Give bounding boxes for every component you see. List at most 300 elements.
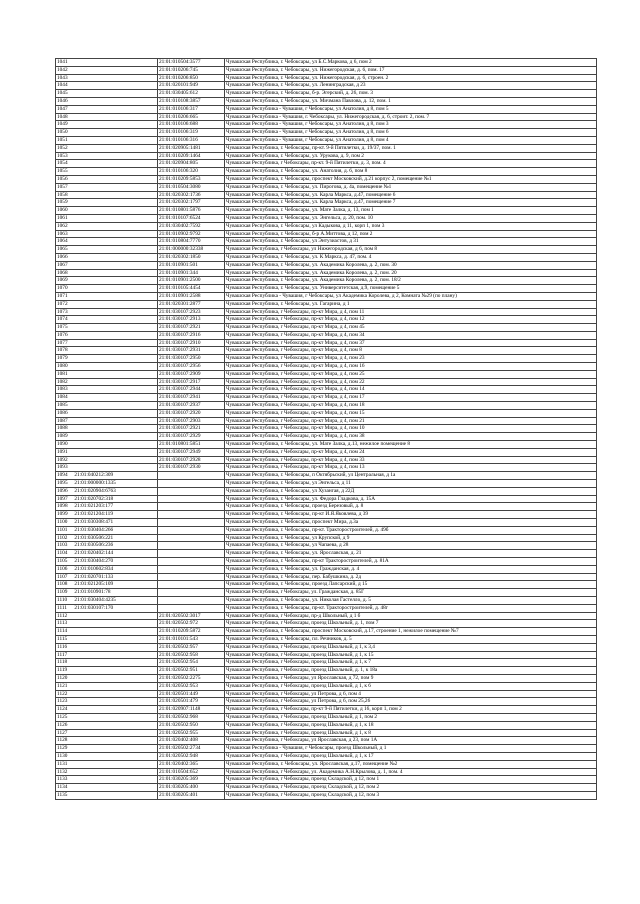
row-number: 1062 bbox=[57, 222, 68, 229]
land-cadastral-number: 21:01:020701:133 bbox=[74, 573, 114, 580]
row-number-cell bbox=[56, 253, 158, 261]
row-number: 1087 bbox=[57, 417, 68, 424]
table-row bbox=[56, 308, 597, 316]
row-number: 1077 bbox=[57, 339, 68, 346]
cadastral-number-cell: 21:01:020402:365 bbox=[158, 760, 225, 768]
address-cell: Чувашская Республика - Чувашия, г. Чебоксары, ул. Нижегородская, д. 6, строит. 2, пом. 7 bbox=[225, 113, 597, 121]
table-row bbox=[56, 558, 597, 566]
address-cell: Чувашская Республика - Чувашия, г Чебоксары, проезд Школьный, д 1 bbox=[225, 745, 597, 753]
row-number-cell bbox=[56, 659, 158, 667]
row-number: 1083 bbox=[57, 386, 68, 393]
row-number-cell bbox=[56, 620, 158, 628]
row-number: 1045 bbox=[57, 90, 68, 97]
row-number-cell bbox=[56, 175, 158, 183]
row-number: 1104 bbox=[57, 550, 68, 557]
address-cell: Чувашская Республика, г Чебоксары, ул. Гражданская, д. 85Г bbox=[225, 589, 597, 597]
address-cell: Чувашская Республика, г. Чебоксары, б-р. Эгерский, д. 26, пом. 3 bbox=[225, 90, 597, 98]
table-row bbox=[56, 441, 597, 449]
address-cell: Чувашская Республика, г Чебоксары, пр-кт Мира, д 4, пом 12 bbox=[225, 316, 597, 324]
land-cadastral-number: 21:01:030308:471 bbox=[74, 519, 114, 526]
table-row bbox=[56, 589, 597, 597]
cadastral-number-cell: 21:01:030107:2909 bbox=[158, 370, 225, 378]
address-cell: Чувашская Республика, г Чебоксары, пр-кт Мира, д 4, пом 15 bbox=[225, 409, 597, 417]
cadastral-number-cell: 21:01:000000:32338 bbox=[158, 246, 225, 254]
table-row bbox=[56, 238, 597, 246]
address-cell: Чувашская Республика, г. Чебоксары, проспект Московский, д.17, строение 1, нежилое помещение №7 bbox=[225, 628, 597, 636]
row-number: 1043 bbox=[57, 74, 68, 81]
table-row bbox=[56, 160, 597, 168]
row-number: 1130 bbox=[57, 752, 68, 759]
cadastral-number-cell: 21:01:020501:479 bbox=[158, 698, 225, 706]
address-cell: Чувашская Республика, г Чебоксары, пр-кт Мира, д 4, пом 14 bbox=[225, 386, 597, 394]
cadastral-number-cell bbox=[158, 596, 225, 604]
row-number: 1094 bbox=[57, 472, 68, 479]
table-row bbox=[56, 394, 597, 402]
cadastral-number-cell: 21:01:010107:6524 bbox=[158, 214, 225, 222]
address-cell: Чувашская Республика, г. Чебоксары, ул. Академика Королева, д. 2, пом. 18/2 bbox=[225, 277, 597, 285]
row-number: 1063 bbox=[57, 230, 68, 237]
table-row bbox=[56, 292, 597, 300]
cadastral-number-cell bbox=[158, 581, 225, 589]
table-row bbox=[56, 214, 597, 222]
address-cell: Чувашская Республика, г Чебоксары, пр-кт Мира, д 4, пом 33 bbox=[225, 456, 597, 464]
table-row bbox=[56, 776, 597, 784]
row-number-cell bbox=[56, 222, 158, 230]
row-number-cell bbox=[56, 698, 158, 706]
table-row bbox=[56, 503, 597, 511]
row-number: 1068 bbox=[57, 269, 68, 276]
address-cell: Чувашская Республика, г Чебоксары, ул Петрова, д 6, пом 25,26 bbox=[225, 698, 597, 706]
cadastral-number-cell: 21:01:010504:652 bbox=[158, 768, 225, 776]
cadastral-number-cell: 21:01:020907:1148 bbox=[158, 706, 225, 714]
address-cell: Чувашская Республика, г Чебоксары, пр-кт Мира, д 4, пом 17 bbox=[225, 394, 597, 402]
land-cadastral-number: 21:01:021203:177 bbox=[74, 503, 114, 510]
row-number-cell bbox=[56, 706, 158, 714]
address-cell: Чувашская Республика, г Чебоксары, проезд Школьный, д 1, к 18 bbox=[225, 721, 597, 729]
row-number: 1065 bbox=[57, 246, 68, 253]
address-cell: Чувашская Республика, г. Чебоксары, проспект Мира, д.3а bbox=[225, 519, 597, 527]
address-cell: Чувашская Республика, г. Чебоксары, ул. Нижегородская, д. 6, строен. 2 bbox=[225, 74, 597, 82]
address-cell: Чувашская Республика - Чувашия, г Чебоксары, ул Анатолия, д 8, пом 6 bbox=[225, 129, 597, 137]
table-row bbox=[56, 82, 597, 90]
table-row bbox=[56, 97, 597, 105]
row-number: 1110 bbox=[57, 596, 68, 603]
row-number: 1078 bbox=[57, 347, 68, 354]
row-number-cell bbox=[56, 456, 158, 464]
table-row bbox=[56, 409, 597, 417]
cadastral-number-cell: 21:01:010108:3857 bbox=[158, 97, 225, 105]
address-cell: Чувашская Республика, г Чебоксары, проезд Складской, д 12, пом 2 bbox=[225, 784, 597, 792]
cadastral-number-cell: 21:01:020502:958 bbox=[158, 651, 225, 659]
row-number: 1100 bbox=[57, 519, 68, 526]
address-cell: Чувашская Республика, г. Чебоксары, ул. Карла Маркса, д.47, помещение 6 bbox=[225, 191, 597, 199]
address-cell: Чувашская Республика, г Чебоксары, пр-кт Мира, д 4, пом 23 bbox=[225, 355, 597, 363]
cadastral-number-cell: 21:01:010804:7770 bbox=[158, 238, 225, 246]
address-cell: Чувашская Республика, г Чебоксары, пр-кт Мира, д 4, пом 25 bbox=[225, 370, 597, 378]
row-number: 1049 bbox=[57, 121, 68, 128]
cadastral-number-cell: 21:01:020502:3017 bbox=[158, 612, 225, 620]
table-row bbox=[56, 604, 597, 612]
row-number-cell bbox=[56, 324, 158, 332]
row-number-cell bbox=[56, 417, 158, 425]
land-cadastral-number: 21:01:040212:309 bbox=[74, 472, 114, 479]
row-number-cell bbox=[56, 682, 158, 690]
cadastral-number-cell: 21:01:030107:2910 bbox=[158, 339, 225, 347]
row-number-cell bbox=[56, 464, 158, 472]
row-number: 1070 bbox=[57, 285, 68, 292]
row-number: 1127 bbox=[57, 729, 68, 736]
cadastral-number-cell: 21:01:010106:688 bbox=[158, 121, 225, 129]
row-number-cell bbox=[56, 534, 158, 542]
cadastral-number-cell bbox=[158, 573, 225, 581]
cadastral-number-cell: 21:01:030107:2929 bbox=[158, 433, 225, 441]
cadastral-number-cell: 21:01:010209:1464 bbox=[158, 152, 225, 160]
table-row bbox=[56, 199, 597, 207]
table-row bbox=[56, 464, 597, 472]
table-row bbox=[56, 768, 597, 776]
table-row bbox=[56, 59, 597, 67]
row-number: 1132 bbox=[57, 768, 68, 775]
row-number: 1103 bbox=[57, 542, 68, 549]
row-number-cell bbox=[56, 511, 158, 519]
row-number: 1074 bbox=[57, 316, 68, 323]
table-row bbox=[56, 66, 597, 74]
row-number-cell bbox=[56, 791, 158, 799]
address-cell: Чувашская Республика, г. Чебоксары, ул. Карла Маркса, д.47, помещение 7 bbox=[225, 199, 597, 207]
land-cadastral-number: 21:01:030107:170 bbox=[74, 604, 114, 611]
address-cell: Чувашская Республика, г Чебоксары, пр-кт. 9-й Пятилетки, д. 3, пом. 4 bbox=[225, 160, 597, 168]
row-number: 1099 bbox=[57, 511, 68, 518]
row-number-cell bbox=[56, 558, 158, 566]
cadastral-number-cell: 21:01:030107:2928 bbox=[158, 456, 225, 464]
address-cell: Чувашская Республика - Чувашия, г Чебоксары, ул Анатолия, д 8, пом 4 bbox=[225, 136, 597, 144]
row-number: 1085 bbox=[57, 402, 68, 409]
address-cell: Чувашская Республика, г. Чебоксары, ул. Ленинградская, д 23 bbox=[225, 82, 597, 90]
row-number-cell bbox=[56, 144, 158, 152]
document-page bbox=[55, 58, 596, 800]
table-row bbox=[56, 456, 597, 464]
cadastral-number-cell: 21:01:020302:1797 bbox=[158, 199, 225, 207]
cadastral-number-cell: 21:01:030107:2931 bbox=[158, 347, 225, 355]
table-row bbox=[56, 721, 597, 729]
table-row bbox=[56, 612, 597, 620]
row-number-cell bbox=[56, 589, 158, 597]
row-number-cell bbox=[56, 347, 158, 355]
cadastral-number-cell: 21:01:010101:543 bbox=[158, 635, 225, 643]
table-row bbox=[56, 620, 597, 628]
table-row bbox=[56, 277, 597, 285]
address-cell: Чувашская Республика, г Чебоксары, пр-кт Мира, д 4, пом 24 bbox=[225, 448, 597, 456]
cadastral-number-cell: 21:01:010206:745 bbox=[158, 66, 225, 74]
land-cadastral-number: 21:01:020904:6763 bbox=[74, 487, 116, 494]
row-number-cell bbox=[56, 596, 158, 604]
table-row bbox=[56, 269, 597, 277]
row-number: 1128 bbox=[57, 737, 68, 744]
land-cadastral-number: 21:01:030404:4235 bbox=[74, 596, 116, 603]
row-number: 1088 bbox=[57, 425, 68, 432]
row-number: 1060 bbox=[57, 207, 68, 214]
row-number-cell bbox=[56, 425, 158, 433]
row-number: 1055 bbox=[57, 168, 68, 175]
row-number: 1067 bbox=[57, 261, 68, 268]
row-number: 1124 bbox=[57, 706, 68, 713]
row-number: 1118 bbox=[57, 659, 68, 666]
row-number: 1053 bbox=[57, 152, 68, 159]
table-row bbox=[56, 168, 597, 176]
cadastral-number-cell: 21:01:010901:501 bbox=[158, 261, 225, 269]
cadastral-number-cell: 21:01:010504:3080 bbox=[158, 183, 225, 191]
row-number-cell bbox=[56, 448, 158, 456]
address-cell: Чувашская Республика, г. Чебоксары, пер. Бабушкина, д. 2д bbox=[225, 573, 597, 581]
cadastral-number-cell bbox=[158, 526, 225, 534]
row-number-cell bbox=[56, 207, 158, 215]
cadastral-number-cell bbox=[158, 565, 225, 573]
row-number: 1051 bbox=[57, 136, 68, 143]
cadastral-number-cell: 21:01:010801:5851 bbox=[158, 441, 225, 449]
address-cell: Чувашская Республика, г Чебоксары, пр-кт Мира, д 4, пом 18 bbox=[225, 402, 597, 410]
row-number-cell bbox=[56, 160, 158, 168]
row-number-cell bbox=[56, 386, 158, 394]
row-number-cell bbox=[56, 784, 158, 792]
row-number: 1086 bbox=[57, 409, 68, 416]
row-number-cell bbox=[56, 339, 158, 347]
cadastral-number-cell: 21:01:010901:344 bbox=[158, 269, 225, 277]
table-row bbox=[56, 682, 597, 690]
table-row bbox=[56, 339, 597, 347]
table-row bbox=[56, 433, 597, 441]
cadastral-number-cell: 21:01:030107:2944 bbox=[158, 386, 225, 394]
cadastral-number-cell: 21:01:020101:949 bbox=[158, 82, 225, 90]
row-number-cell bbox=[56, 729, 158, 737]
row-number: 1095 bbox=[57, 480, 68, 487]
table-row bbox=[56, 331, 597, 339]
cadastral-number-cell: 21:01:010106:320 bbox=[158, 168, 225, 176]
row-number: 1131 bbox=[57, 760, 68, 767]
row-number: 1113 bbox=[57, 620, 68, 627]
address-cell: Чувашская Республика, г Чебоксары, пр-кт Мира, д 4, пом 11 bbox=[225, 308, 597, 316]
cadastral-number-cell bbox=[158, 519, 225, 527]
row-number-cell bbox=[56, 308, 158, 316]
row-number-cell bbox=[56, 565, 158, 573]
address-cell: Чувашская Республика, г. Чебоксары, ул. Академика Королева, д. 2, пом. 20 bbox=[225, 269, 597, 277]
table-row bbox=[56, 425, 597, 433]
cadastral-number-cell: 21:01:030107:2923 bbox=[158, 308, 225, 316]
row-number: 1129 bbox=[57, 745, 68, 752]
address-cell: Чувашская Республика, г Чебоксары, ул Петрова, д 6, пом 4 bbox=[225, 690, 597, 698]
row-number-cell bbox=[56, 261, 158, 269]
address-cell: Чувашская Республика, г. Чебоксары, ул Энтузиастов, д 31 bbox=[225, 238, 597, 246]
address-cell: Чувашская Республика, г Чебоксары, ул. Академика А.Н.Крылова, д. 1, пом. 4 bbox=[225, 768, 597, 776]
row-number-cell bbox=[56, 612, 158, 620]
cadastral-number-cell: 21:01:010106:317 bbox=[158, 105, 225, 113]
row-number-cell bbox=[56, 113, 158, 121]
address-cell: Чувашская Республика, г. Чебоксары, ул. К Маркса, д. 47, пом. 4 bbox=[225, 253, 597, 261]
address-cell: Чувашская Республика, г. Чебоксары, б-р А.Миттова, д 12, пом 2 bbox=[225, 230, 597, 238]
cadastral-number-cell: 21:01:020502:950 bbox=[158, 721, 225, 729]
row-number-cell bbox=[56, 97, 158, 105]
address-cell: Чувашская Республика, г Чебоксары, пр-кт Мира, д 4, пом 37 bbox=[225, 339, 597, 347]
cadastral-number-cell: 21:01:030205:400 bbox=[158, 784, 225, 792]
row-number-cell bbox=[56, 721, 158, 729]
row-number: 1073 bbox=[57, 308, 68, 315]
row-number: 1075 bbox=[57, 324, 68, 331]
cadastral-number-cell bbox=[158, 534, 225, 542]
row-number-cell bbox=[56, 59, 158, 67]
row-number-cell bbox=[56, 542, 158, 550]
row-number-cell bbox=[56, 168, 158, 176]
land-cadastral-number: 21:01:000000:1335 bbox=[74, 480, 116, 487]
cadastral-number-cell: 21:01:020502:957 bbox=[158, 643, 225, 651]
table-row bbox=[56, 628, 597, 636]
cadastral-number-cell: 21:01:030405:612 bbox=[158, 90, 225, 98]
row-number: 1064 bbox=[57, 238, 68, 245]
table-row bbox=[56, 113, 597, 121]
cadastral-number-cell bbox=[158, 558, 225, 566]
row-number: 1081 bbox=[57, 370, 68, 377]
cadastral-number-cell: 21:01:030107:2916 bbox=[158, 331, 225, 339]
table-row bbox=[56, 191, 597, 199]
table-row bbox=[56, 690, 597, 698]
table-row bbox=[56, 784, 597, 792]
table-row bbox=[56, 511, 597, 519]
table-row bbox=[56, 324, 597, 332]
row-number: 1047 bbox=[57, 105, 68, 112]
row-number: 1071 bbox=[57, 292, 68, 299]
address-cell: Чувашская Республика, г Чебоксары, проезд Школьный, д. 1, к 18а bbox=[225, 667, 597, 675]
row-number: 1091 bbox=[57, 448, 68, 455]
table-row bbox=[56, 542, 597, 550]
table-row bbox=[56, 667, 597, 675]
land-cadastral-number: 21:01:030506:221 bbox=[74, 534, 114, 541]
address-cell: Чувашская Республика, г Чебоксары, пр-кт Мира, д 4, пом 21 bbox=[225, 417, 597, 425]
address-cell: Чувашская Республика, г. Чебоксары, пр-кт И.Я.Яковлева, д 39 bbox=[225, 511, 597, 519]
table-body bbox=[56, 59, 597, 800]
address-cell: Чувашская Республика, г. Чебоксары, ул. Федора Гладкова, д. 15А bbox=[225, 495, 597, 503]
row-number-cell bbox=[56, 526, 158, 534]
address-cell: Чувашская Республика, г. Чебоксары, пр-кт. Тракторостроителей, д. 48г bbox=[225, 604, 597, 612]
cadastral-number-cell: 21:01:020502:2734 bbox=[158, 745, 225, 753]
address-cell: Чувашская Республика, г. Чебоксары, пр-кт. 9-й Пятилетки, д. 19/37, пом. 1 bbox=[225, 144, 597, 152]
row-number: 1122 bbox=[57, 690, 68, 697]
row-number: 1125 bbox=[57, 713, 68, 720]
cadastral-number-cell: 21:01:010206:665 bbox=[158, 113, 225, 121]
cadastral-number-cell: 21:01:020502:2275 bbox=[158, 674, 225, 682]
address-cell: Чувашская Республика, г Чебоксары, пр-кт Мира, д 4, пом 16 bbox=[225, 363, 597, 371]
row-number-cell bbox=[56, 776, 158, 784]
row-number: 1054 bbox=[57, 160, 68, 167]
table-row bbox=[56, 90, 597, 98]
row-number-cell bbox=[56, 285, 158, 293]
row-number: 1084 bbox=[57, 394, 68, 401]
table-row bbox=[56, 230, 597, 238]
address-cell: Чувашская Республика, г. Чебоксары, ул. Урукова, д. 9, пом 2 bbox=[225, 152, 597, 160]
cadastral-number-cell: 21:01:010901:2588 bbox=[158, 292, 225, 300]
property-table bbox=[55, 58, 597, 800]
table-row bbox=[56, 316, 597, 324]
row-number: 1135 bbox=[57, 791, 68, 798]
table-row bbox=[56, 643, 597, 651]
row-number-cell bbox=[56, 121, 158, 129]
address-cell: Чувашская Республика - Чувашия, г Чебоксары, ул Анатолия, д 8, пом 3 bbox=[225, 121, 597, 129]
table-row bbox=[56, 729, 597, 737]
row-number-cell bbox=[56, 183, 158, 191]
row-number-cell bbox=[56, 604, 158, 612]
cadastral-number-cell: 21:01:030107:2949 bbox=[158, 448, 225, 456]
address-cell: Чувашская Республика, г Чебоксары, пр-кт Мира, д 4, пом 10 bbox=[225, 425, 597, 433]
row-number: 1114 bbox=[57, 628, 68, 635]
row-number-cell bbox=[56, 238, 158, 246]
address-cell: Чувашская Республика, г. Чебоксары, ул. Мичмана Павлова, д. 12, пом. 1 bbox=[225, 97, 597, 105]
address-cell: Чувашская Республика, г Чебоксары, проезд Складской, д 12, пом 1 bbox=[225, 776, 597, 784]
table-row bbox=[56, 285, 597, 293]
address-cell: Чувашская Республика, г. Чебоксары, пр-кт Тракторостроителей, д. 81А bbox=[225, 558, 597, 566]
cadastral-number-cell: 21:01:020502:972 bbox=[158, 620, 225, 628]
table-row bbox=[56, 222, 597, 230]
cadastral-number-cell: 21:01:030107:2956 bbox=[158, 363, 225, 371]
row-number: 1101 bbox=[57, 526, 68, 533]
row-number: 1123 bbox=[57, 698, 68, 705]
row-number: 1069 bbox=[57, 277, 68, 284]
row-number-cell bbox=[56, 495, 158, 503]
row-number-cell bbox=[56, 472, 158, 480]
table-row bbox=[56, 581, 597, 589]
cadastral-number-cell: 21:01:010206:850 bbox=[158, 74, 225, 82]
address-cell: Чувашская Республика, г Чебоксары, проезд Школьный, д 1, к 7 bbox=[225, 659, 597, 667]
cadastral-number-cell: 21:01:030107:2930 bbox=[158, 464, 225, 472]
table-row bbox=[56, 129, 597, 137]
row-number: 1102 bbox=[57, 534, 68, 541]
row-number: 1080 bbox=[57, 363, 68, 370]
row-number-cell bbox=[56, 269, 158, 277]
address-cell: Чувашская Республика, г Чебоксары, пр-кт Мира, д 4, пом 38 bbox=[225, 433, 597, 441]
row-number-cell bbox=[56, 105, 158, 113]
address-cell: Чувашская Республика, г Чебоксары, проезд Школьный, д. 1, пом 7 bbox=[225, 620, 597, 628]
row-number: 1090 bbox=[57, 441, 68, 448]
row-number: 1076 bbox=[57, 331, 68, 338]
row-number: 1041 bbox=[57, 59, 68, 65]
land-cadastral-number: 21:01:021205:109 bbox=[74, 581, 114, 588]
cadastral-number-cell: 21:01:020502:948 bbox=[158, 752, 225, 760]
row-number: 1044 bbox=[57, 82, 68, 89]
row-number: 1119 bbox=[57, 667, 68, 674]
address-cell: Чувашская Республика, г. Чебоксары, ул. Пирогова, д. 4а, помещение №1 bbox=[225, 183, 597, 191]
row-number-cell bbox=[56, 441, 158, 449]
table-row bbox=[56, 737, 597, 745]
row-number: 1059 bbox=[57, 199, 68, 206]
row-number: 1061 bbox=[57, 214, 68, 221]
address-cell: Чувашская Республика, г. Чебоксары, проезд Березовый, д. 8 bbox=[225, 503, 597, 511]
table-row bbox=[56, 152, 597, 160]
address-cell: Чувашская Республика - Чувашия, г Чебоксары, ул Анатолия, д 8, пом 5 bbox=[225, 105, 597, 113]
cadastral-number-cell: 21:01:020502:953 bbox=[158, 682, 225, 690]
address-cell: Чувашская Республика, г. Чебоксары, ул. Гагарина, д 1 bbox=[225, 300, 597, 308]
table-row bbox=[56, 526, 597, 534]
row-number-cell bbox=[56, 737, 158, 745]
table-row bbox=[56, 760, 597, 768]
address-cell: Чувашская Республика, г Чебоксары, пр-кт Мира, д 4, пом 34 bbox=[225, 331, 597, 339]
row-number-cell bbox=[56, 378, 158, 386]
cadastral-number-cell bbox=[158, 503, 225, 511]
row-number-cell bbox=[56, 370, 158, 378]
cadastral-number-cell: 21:01:030107:2913 bbox=[158, 316, 225, 324]
address-cell: Чувашская Республика, г. Чебоксары, ул. Николая Гастелло, д. 5 bbox=[225, 596, 597, 604]
cadastral-number-cell bbox=[158, 487, 225, 495]
row-number-cell bbox=[56, 191, 158, 199]
row-number: 1048 bbox=[57, 113, 68, 120]
row-number-cell bbox=[56, 152, 158, 160]
row-number: 1050 bbox=[57, 129, 68, 136]
row-number-cell bbox=[56, 331, 158, 339]
